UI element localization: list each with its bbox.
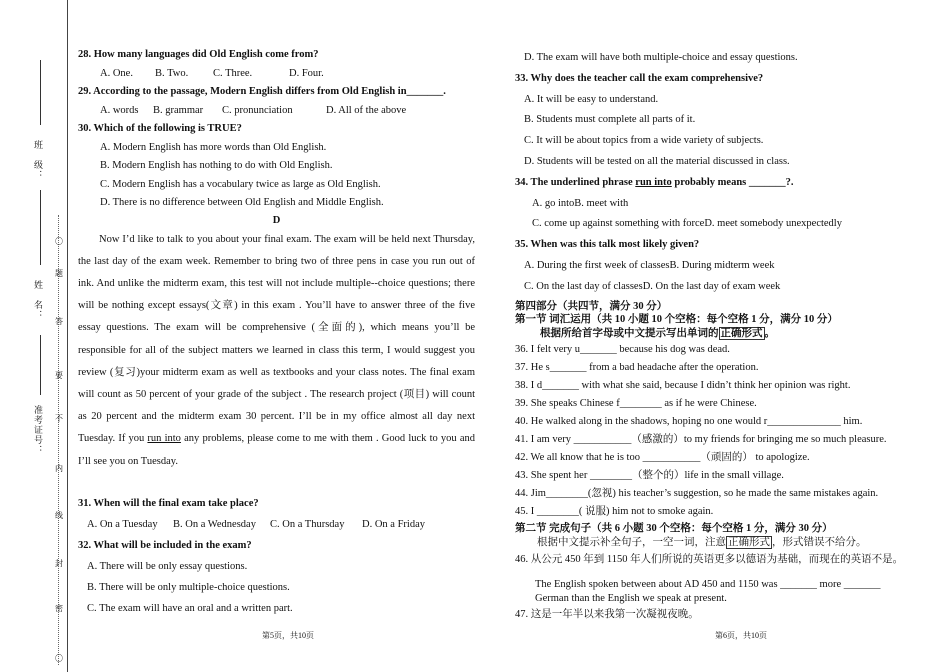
section1-title: 第一节 词汇运用（共 10 小题 10 个空格：每个空格 1 分，满分 10 分） [515,313,838,325]
seal-char: 题 [55,269,63,278]
option: A. It will be easy to understand. [524,93,659,105]
option: B. During midterm week [669,259,775,271]
question-32: 32. What will be included in the exam? [78,539,252,551]
option: C. It will be about topics from a wide variety of subjects. [524,135,764,147]
option: A. go into [532,197,575,209]
question-28: 28. How many languages did Old English come from? [78,49,319,60]
page-footer-left: 第5页，共10页 [262,631,314,640]
exam-no-label: 准考证号： [33,405,43,455]
option: D. There is no difference between Old English and Middle English. [100,197,384,208]
fill-item: 44. Jim________(忽视) his teacher’s suggestion, so he made the same mistakes again. [515,488,879,500]
seal-char: 要 [55,371,63,380]
option: A. words [100,104,139,116]
right-page [515,48,925,624]
passage-text: Now I’d like to talk to you about your final exam. The exam will be held next Thursday, the last day of the exam week. Remember to bring two of three pens in case you run out of ink. And unlike the midterm exam, this test will not include multiple--choice questions; there will be nothing except essays(文章) in this exam . You’ll have to answer three of the five essay questions. The exam will be comprehensive (全面的), which means you’ll be responsible for all of the subject matters we learned in class this term, I would suggest you review (复习)your midterm exam as well as textbooks and your class notes. The final exam will count as 50 percent of your grade of the subject . The research project (项目) will count as 20 percent and the midterm exam 30 percent. I’ll be in my office almost all day next Tuesday. If you [78,233,475,445]
seal-char: 〇 [55,654,63,663]
binding-margin [0,0,70,672]
options-35-row1 [515,256,925,277]
fill-item: 36. I felt very u_______ because his dog was dead. [515,343,730,355]
option: A. During the first week of classes [524,259,670,271]
left-page [78,46,475,619]
stem-end: probably means _______?. [671,176,794,188]
options-34-row1 [515,194,925,215]
class-blank [40,60,41,125]
option: C. Three. [213,67,253,79]
option: B. Students must complete all parts of it. [524,114,696,126]
option: C. come up against something with force [532,218,705,230]
option: C. pronunciation [222,104,293,116]
section1-instruction [515,326,925,341]
options-28 [78,65,475,84]
question-35: 35. When was this talk most likely given? [515,239,700,251]
question-34 [515,173,925,194]
fill-item: 37. He s_______ from a bad headache after the operation. [515,361,759,373]
q46-sentence-line2: German than the English we speak at present. [535,592,727,604]
passage-text-end: any problems, please come to me with them . Good luck to you and I’ll see you on Tuesday. [78,433,475,467]
option: A. Modern English has more words than Old English. [100,141,327,153]
fill-item: 39. She speaks Chinese f________ as if he were Chinese. [515,397,757,409]
option: C. Modern English has a vocabulary twice as large as Old English. [100,178,381,190]
question-31: 31. When will the final exam take place? [78,497,259,509]
class-label: 班 级： [33,140,43,180]
passage-letter: D [272,214,281,226]
options-31 [78,514,475,535]
options-34-row2 [515,214,925,235]
underlined-phrase: run into [635,176,672,188]
name-label: 姓 名： [33,280,43,320]
fill-item: 38. I d_______ with what she said, because I didn’t think her opinion was right. [515,379,851,391]
option: A. One. [100,67,133,79]
option: B. Modern English has nothing to do with Old English. [100,160,333,171]
question-29: 29. According to the passage, Modern English differs from Old English in_______. [78,86,446,97]
option: B. meet with [574,197,629,209]
option: D. All of the above [326,104,407,116]
instr-end: 。 [764,327,775,339]
option: A. There will be only essay questions. [87,560,248,572]
option: B. Two. [155,67,189,79]
exam-no-blank [40,335,41,395]
instr-end: ，形式错误不给分。 [772,536,867,548]
part4-title: 第四部分（共四节，满分 30 分） [515,300,668,312]
seal-char: 不 [55,414,63,423]
fill-item: 43. She spent her ________（整个的）life in the small village. [515,470,784,482]
seal-char: 密 [55,604,63,613]
option: C. On the last day of classes [524,280,643,292]
instr: 根据中文提示补全句子，一空一词，注意 [537,536,726,548]
option: D. The exam will have both multiple-choice and essay questions. [524,52,798,63]
boxed-text: 正确形式 [720,327,763,339]
option: D. On a Friday [362,518,425,530]
option: D. Students will be tested on all the material discussed in class. [524,155,790,167]
fill-item: 41. I am very ___________（感激的）to my friends for bringing me so much pleasure. [515,434,887,446]
fill-item: 45. I ________( 说服) him not to smoke again. [515,506,714,518]
seal-char: 〇 [55,237,63,246]
option: D. Four. [289,67,324,79]
reading-passage [78,229,475,473]
q46-sentence-line1: The English spoken between about AD 450 and 1150 was _______ more _______ [535,578,881,590]
underlined-phrase: run into [147,433,181,445]
stem: 34. The underlined phrase [515,176,636,188]
option: C. On a Thursday [270,518,345,530]
question-46: 46. 从公元 450 年到 1150 年人们所说的英语更多以德语为基础，而现在的英语不是。 [515,553,904,565]
option: A. On a Tuesday [87,518,158,530]
instr: 根据所给首字母或中文提示写出单词的 [540,327,719,339]
seal-char: 线 [55,511,63,520]
seal-char: 封 [55,559,63,568]
page-footer-right: 第6页，共10页 [715,631,767,640]
question-30: 30. Which of the following is TRUE? [78,123,242,134]
option: B. grammar [153,104,204,116]
question-33: 33. Why does the teacher call the exam comprehensive? [515,72,764,84]
boxed-text: 正确形式 [728,536,770,548]
options-29 [78,102,475,121]
option: D. meet somebody unexpectedly [704,218,842,230]
option: D. On the last day of exam week [642,280,781,292]
fill-item: 42. We all know that he is too ___________（顽固的） to apologize. [515,452,810,464]
option: C. The exam will have an oral and a written part. [87,602,293,614]
option: B. There will be only multiple-choice questions. [87,581,290,593]
section2-title: 第二节 完成句子（共 6 小题 30 个空格：每个空格 1 分，满分 30 分） [515,522,833,534]
options-35-row2 [515,277,925,298]
name-blank [40,190,41,265]
seal-char: 答 [55,317,63,326]
seal-char: 内 [55,464,63,473]
section2-instruction [515,535,925,551]
binding-line [67,0,68,672]
fill-item: 40. He walked along in the shadows, hoping no one would r______________ him. [515,415,863,427]
question-47: 47. 这是一年半以来我第一次凝视夜晚。 [515,608,699,620]
seal-dotted-line [58,215,59,665]
option: B. On a Wednesday [173,518,256,530]
